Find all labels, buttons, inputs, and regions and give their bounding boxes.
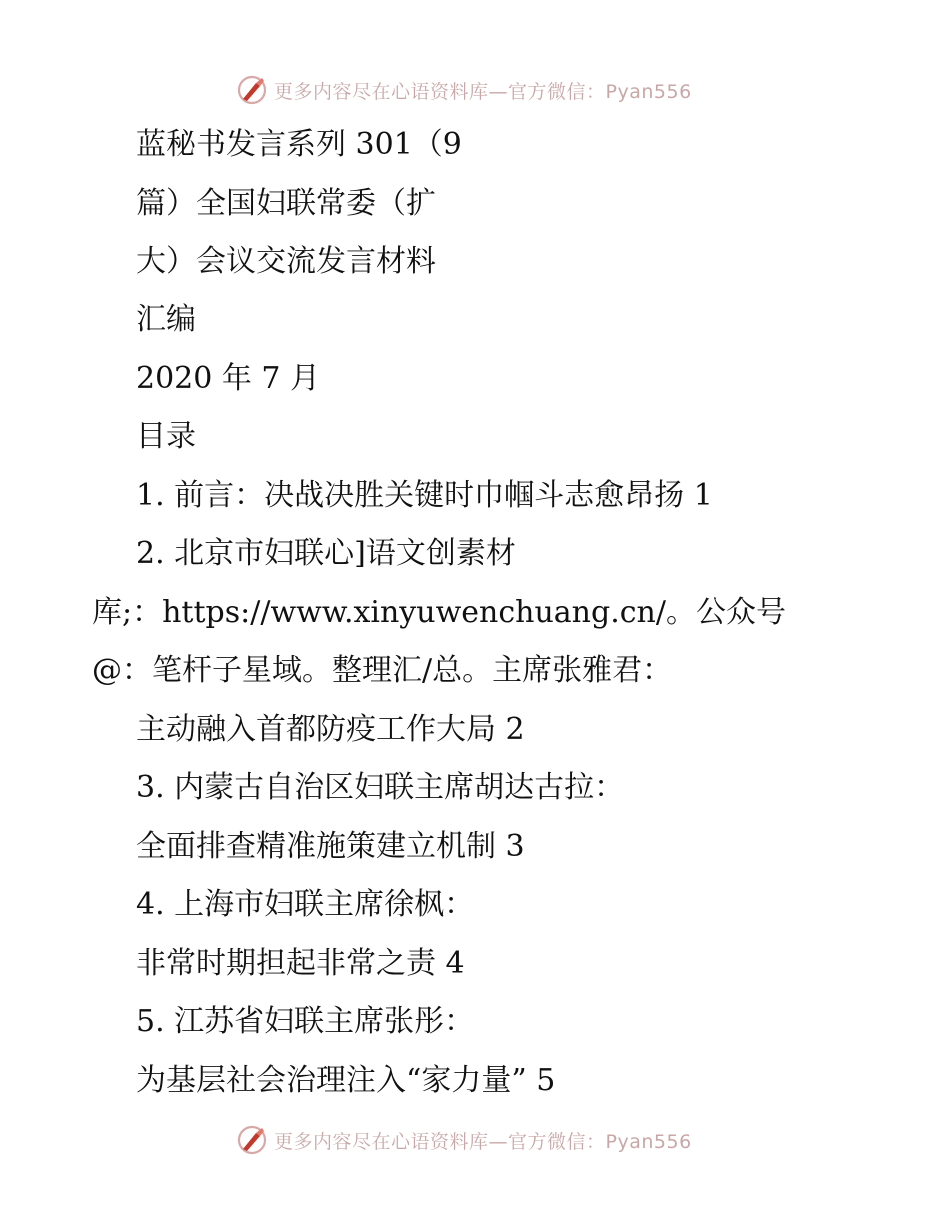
footer-watermark-banner — [236, 1120, 692, 1160]
doc-date: 2020 年 7 月 — [136, 361, 321, 396]
doc-title-line-3: 大）会议交流发言材料 — [136, 244, 436, 279]
quill-pen-logo-icon — [236, 1124, 268, 1156]
toc-line: 非常时期担起非常之责 4 — [136, 946, 465, 981]
toc-line: 库;：https://www.xinyuwenchuang.cn/。公众号 — [92, 595, 786, 630]
toc-line: 3. 内蒙古自治区妇联主席胡达古拉： — [136, 770, 625, 805]
header-watermark-banner — [236, 70, 692, 110]
toc-line: 5. 江苏省妇联主席张彤： — [136, 1004, 475, 1039]
watermark-text: 更多内容尽在心语资料库—官方微信：Pyan556 — [274, 80, 692, 103]
toc-line: @：笔杆子星域。整理汇/总。主席张雅君： — [92, 653, 673, 688]
toc-line: 2. 北京市妇联心]语文创素材 — [136, 536, 516, 571]
doc-title-line-2: 篇）全国妇联常委（扩 — [136, 186, 436, 221]
toc-line: 全面排查精准施策建立机制 3 — [136, 829, 525, 864]
toc-line: 1. 前言：决战决胜关键时巾帼斗志愈昂扬 1 — [136, 478, 713, 513]
doc-title-line-4: 汇编 — [136, 302, 196, 337]
toc-line: 主动融入首都防疫工作大局 2 — [136, 712, 525, 747]
toc-line: 为基层社会治理注入“家力量” 5 — [136, 1063, 556, 1098]
toc-heading: 目录 — [136, 419, 196, 454]
watermark-text: 更多内容尽在心语资料库—官方微信：Pyan556 — [274, 1130, 692, 1153]
doc-title-line-1: 蓝秘书发言系列 301（9 — [136, 127, 462, 162]
toc-line: 4. 上海市妇联主席徐枫： — [136, 887, 475, 922]
quill-pen-logo-icon — [236, 74, 268, 106]
